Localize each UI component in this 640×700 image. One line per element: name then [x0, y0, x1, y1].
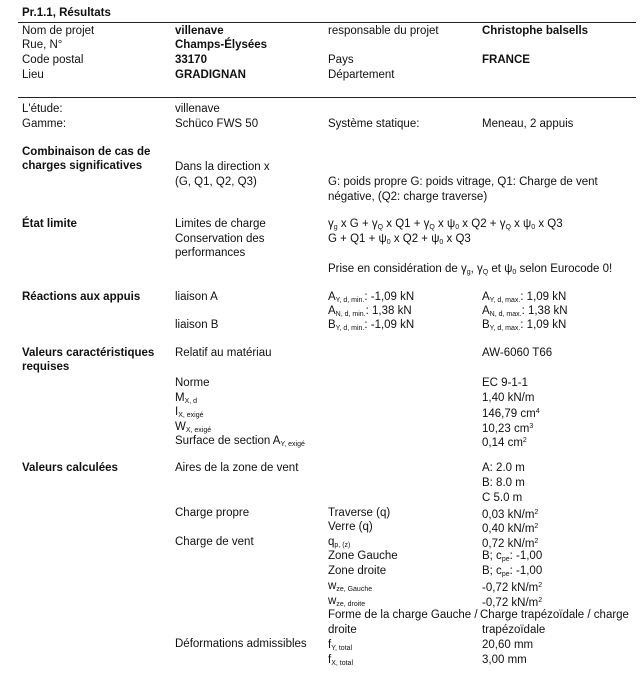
project-name-value: villenave [175, 25, 224, 37]
static-system-value: Meneau, 2 appuis [482, 118, 574, 130]
section-area-value: 0,14 $cm^2$ [482, 437, 527, 449]
combination-heading-line1: Combinaison de cas de [22, 146, 151, 158]
deflection-y-value: 20,60 mm [482, 639, 534, 651]
zone-right-value: B; $c_{pe}$: -1,00 [482, 565, 543, 578]
serviceability-equation: $G + Q1 + \psi_0$ x $Q2 + \psi_0$ x Q3 [328, 233, 471, 246]
reaction-by-max: $B_{Y, d, max.}$: 1,09 kN [482, 319, 567, 332]
reaction-ay-max: $A_{Y, d, max.}$: 1,09 kN [482, 291, 567, 304]
reaction-an-max: $A_{N, d, max.}$: 1,38 kN [482, 305, 568, 318]
load-shape-value-line2: trapézoïdale [482, 624, 546, 636]
computed-values-heading: Valeurs calculées [22, 462, 118, 474]
conservation-label-line1: Conservation des [175, 233, 265, 245]
reaction-ay-min: $A_{Y, d, min.}$: -1,09 kN [328, 291, 415, 304]
inertia-label: $I_{X, exigé}$ [175, 406, 204, 419]
zone-left-value: B; $c_{pe}$: -1,00 [482, 550, 543, 563]
moment-value: 1,40 kN/m [482, 392, 535, 404]
postal-value: 33170 [175, 54, 207, 66]
country-value: FRANCE [482, 54, 530, 66]
charge-limits-label: Limites de charge [175, 218, 266, 230]
study-value: villenave [175, 103, 220, 115]
section-modulus-label: $W_{X, exigé}$ [175, 421, 212, 434]
project-manager-label: responsable du projet [328, 25, 439, 37]
load-shape-label-line1: Forme de la charge Gauche / [328, 609, 478, 621]
material-value: AW-6060 T66 [482, 347, 553, 359]
street-label: Rue, N° [22, 39, 63, 51]
reaction-an-min: $A_{N, d, min.}$: 1,38 kN [328, 305, 412, 318]
place-value: GRADIGNAN [175, 69, 246, 81]
wind-load-label: Charge de vent [175, 536, 254, 548]
section-divider [18, 97, 636, 98]
deflection-x-value: 3,00 mm [482, 654, 527, 666]
project-name-label: Nom de projet [22, 25, 95, 37]
project-manager-value: Christophe balsells [482, 25, 589, 37]
direction-line2: (G, Q1, Q2, Q3) [175, 176, 257, 188]
load-description-line2: négative, (Q2: charge traverse) [328, 191, 488, 203]
country-label: Pays [328, 54, 354, 66]
required-values-heading-line2: requises [22, 361, 70, 373]
wind-zone-a: A: 2.0 m [482, 462, 525, 474]
glass-value: 0,40 $kN/m^2$ [482, 523, 539, 535]
wze-left-label: $w_{ze, Gauche}$ [328, 580, 373, 593]
range-value: Schüco FWS 50 [175, 118, 259, 130]
load-shape-value-line1: Charge trapézoïdale / charge [480, 609, 629, 621]
department-label: Département [328, 69, 395, 81]
range-label: Gamme: [22, 118, 67, 130]
zone-left-label: Zone Gauche [328, 550, 398, 562]
wind-zone-areas-label: Aires de la zone de vent [175, 462, 299, 474]
ultimate-limit-equation: $\gamma_g$ x $G + \gamma_Q$ x $Q1 + \gamma_Q$ x $\psi_0$ x $Q2 + \gamma_Q$ x $\psi_0$ x Q3 [328, 218, 563, 231]
wind-zone-c: C 5.0 m [482, 492, 523, 504]
wze-right-value: -0,72 $kN/m^2$ [482, 597, 543, 609]
wze-right-label: $w_{ze, droite}$ [328, 595, 366, 608]
load-shape-label-line2: droite [328, 624, 357, 636]
zone-right-label: Zone droite [328, 565, 387, 577]
wze-left-value: -0,72 $kN/m^2$ [482, 582, 543, 594]
load-description-line1: G: poids propre G: poids vitrage, Q1: Charge de vent [328, 176, 598, 188]
section-modulus-value: 10,23 $cm^3$ [482, 423, 534, 435]
section-area-label: Surface de section $A_{Y, exigé}$ [175, 435, 305, 448]
moment-label: $M_{X, d}$ [175, 392, 198, 405]
norm-label: Norme [175, 377, 210, 389]
material-label: Relatif au matériau [175, 347, 272, 359]
liaison-a-label: liaison A [175, 291, 218, 303]
combination-heading-line2: charges significatives [22, 160, 143, 172]
traverse-label: Traverse (q) [328, 507, 391, 519]
wind-zone-b: B: 8.0 m [482, 477, 525, 489]
self-load-label: Charge propre [175, 507, 250, 519]
peak-pressure-label: $q_{p, (z)}$ [328, 536, 351, 549]
peak-pressure-value: 0,72 $kN/m^2$ [482, 538, 539, 550]
page-title: Pr.1.1, Résultats [22, 7, 111, 19]
glass-label: Verre (q) [328, 521, 373, 533]
static-system-label: Système statique: [328, 118, 420, 130]
header-divider [18, 22, 636, 23]
deflection-y-label: $f_{Y, total}$ [328, 639, 353, 652]
inertia-value: 146,79 $cm^4$ [482, 408, 540, 420]
required-values-heading-line1: Valeurs caractéristiques [22, 347, 155, 359]
traverse-value: 0,03 $kN/m^2$ [482, 509, 539, 521]
study-label: L'étude: [22, 103, 63, 115]
conservation-label-line2: performances [175, 247, 246, 259]
reaction-by-min: $B_{Y, d, min.}$: -1,09 kN [328, 319, 415, 332]
deformations-label: Déformations admissibles [175, 638, 307, 650]
limit-state-heading: État limite [22, 218, 77, 230]
street-value: Champs-Élysées [175, 39, 268, 51]
direction-line1: Dans la direction x [175, 161, 270, 173]
liaison-b-label: liaison B [175, 319, 219, 331]
eurocode-note: Prise en considération de $\gamma_g$, $\gamma_Q$ et $\psi_0$ selon Eurocode 0! [328, 263, 613, 276]
postal-label: Code postal [22, 54, 84, 66]
deflection-x-label: $f_{X, total}$ [328, 654, 353, 667]
norm-value: EC 9-1-1 [482, 377, 529, 389]
reactions-heading: Réactions aux appuis [22, 291, 141, 303]
place-label: Lieu [22, 69, 44, 81]
